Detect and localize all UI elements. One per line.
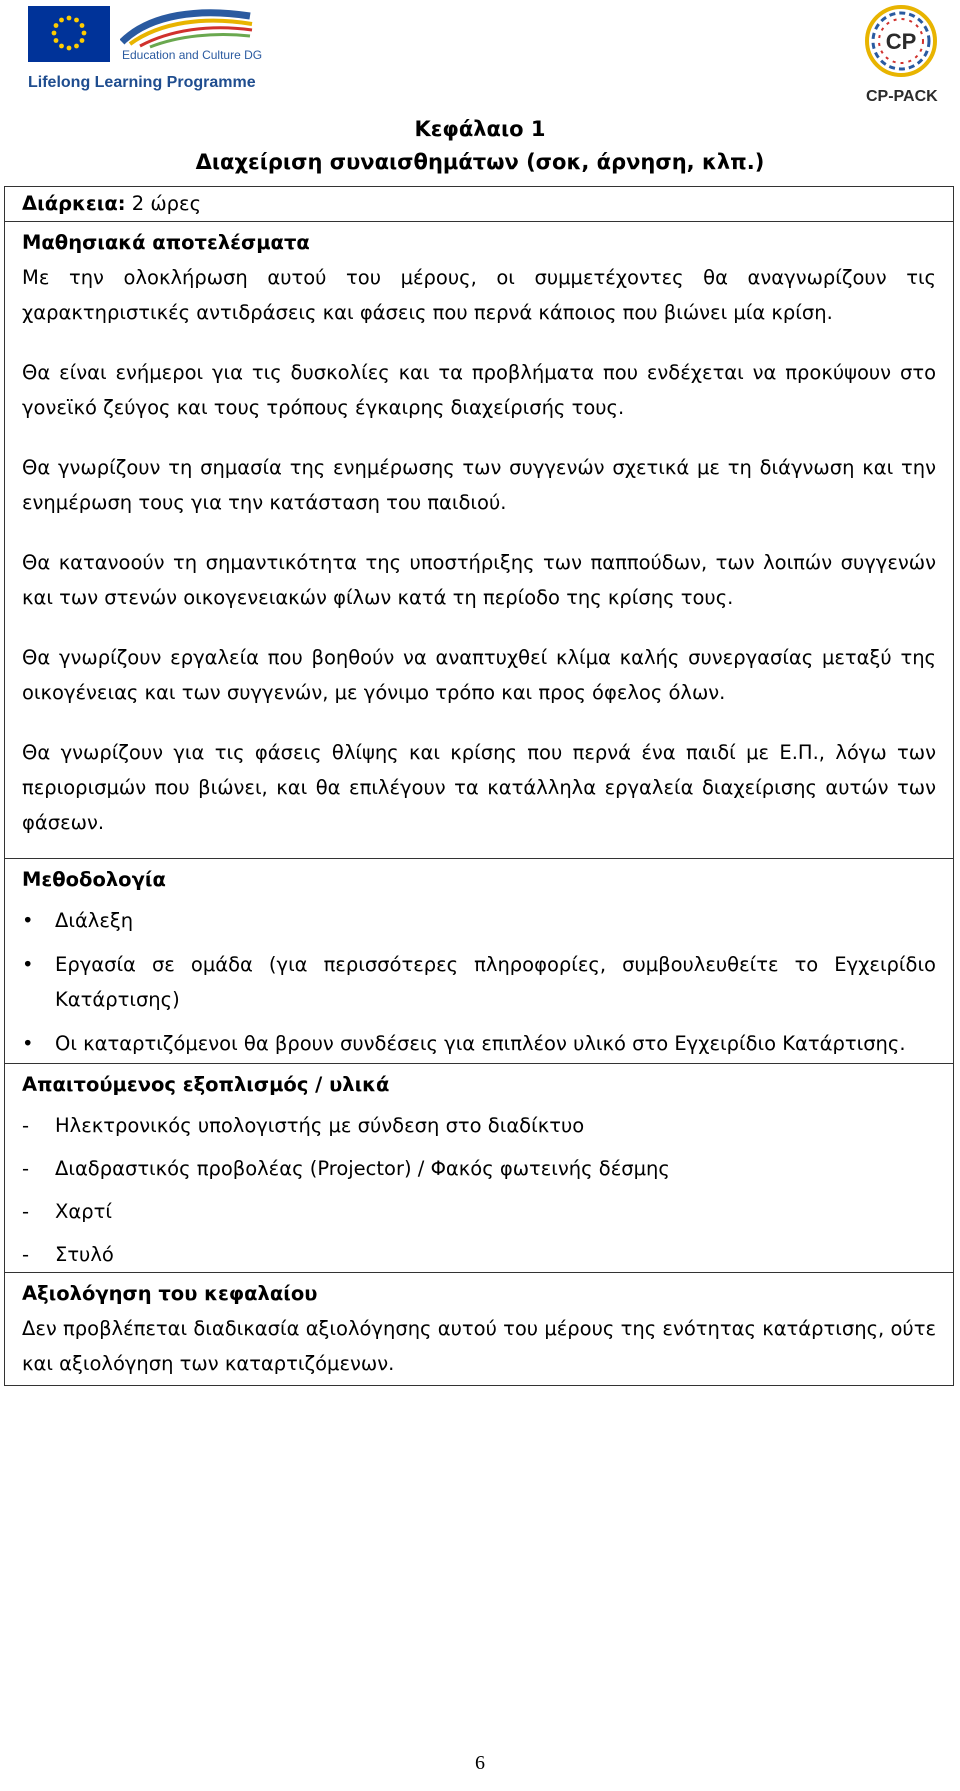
svg-text:CP: CP xyxy=(885,29,917,54)
bullet-icon: • xyxy=(22,1032,34,1055)
duration-line xyxy=(22,187,936,221)
methodology-list xyxy=(22,903,936,1061)
equipment-item: - Διαδραστικός προβολέας (Projector) / Φακός φωτεινής δέσμης xyxy=(22,1151,936,1186)
bullet-icon: • xyxy=(22,909,34,932)
bullet-icon: • xyxy=(22,953,34,976)
equipment-heading: Απαιτούμενος εξοπλισμός / υλικά xyxy=(22,1073,390,1096)
equipment-item: - Χαρτί xyxy=(22,1194,936,1229)
outcome-paragraph: Θα γνωρίζουν εργαλεία που βοηθούν να αναπτυχθεί κλίμα καλής συνεργασίας μεταξύ της οικογένειας και των συγγενών, με γόνιμο τρόπο και προς όφελος όλων. xyxy=(22,646,936,704)
outcome-paragraph: Θα γνωρίζουν τη σημασία της ενημέρωσης των συγγενών σχετικά με τη διάγνωση και την ενημέρωση τους για την κατάσταση του παιδιού. xyxy=(22,456,936,514)
chapter-title: Διαχείριση συναισθημάτων (σοκ, άρνηση, κλπ.) xyxy=(195,150,765,174)
page-number: 6 xyxy=(475,1752,485,1774)
eu-flag-logo xyxy=(28,6,110,62)
chapter-table xyxy=(4,186,954,1386)
outcomes-section xyxy=(5,221,953,858)
equipment-section xyxy=(5,1063,953,1272)
methodology-item: • Οι καταρτιζόμενοι θα βρουν συνδέσεις για επιπλέον υλικό στο Εγχειρίδιο Κατάρτισης. xyxy=(22,1026,936,1061)
duration-label: Διάρκεια: xyxy=(22,192,126,215)
methodology-item: • Εργασία σε ομάδα (για περισσότερες πληροφορίες, συμβουλευθείτε το Εγχειρίδιο Κατάρτισης) xyxy=(22,947,936,1017)
duration-value: 2 ώρες xyxy=(131,192,202,215)
methodology-item: • Διάλεξη xyxy=(22,903,936,938)
duration-section xyxy=(5,187,953,221)
outcome-paragraph: Με την ολοκλήρωση αυτού του μέρους, οι συμμετέχοντες θα αναγνωρίζουν τις χαρακτηριστικές αντιδράσεις και φάσεις που περνά κάποιος που βιώνει μία κρίση. xyxy=(22,266,936,324)
dash-icon: - xyxy=(22,1157,30,1180)
outcome-paragraph: Θα είναι ενήμεροι για τις δυσκολίες και τα προβλήματα που ενδέχεται να προκύψουν στο γονεϊκό ζεύγος και τους τρόπους έγκαιρης διαχείρισής τους. xyxy=(22,361,936,419)
equipment-item: - Στυλό xyxy=(22,1237,936,1272)
methodology-heading: Μεθοδολογία xyxy=(22,868,166,891)
cp-pack-text: CP-PACK xyxy=(866,88,938,105)
dash-icon: - xyxy=(22,1200,30,1223)
dash-icon: - xyxy=(22,1243,30,1266)
evaluation-section xyxy=(5,1272,953,1385)
lifelong-learning-text: Lifelong Learning Programme xyxy=(28,74,256,91)
evaluation-text: Δεν προβλέπεται διαδικασία αξιολόγησης αυτού του μέρους της ενότητας κατάρτισης, ούτε και αξιολόγηση των καταρτιζόμενων. xyxy=(22,1317,936,1375)
evaluation-heading: Αξιολόγηση του κεφαλαίου xyxy=(22,1282,318,1305)
methodology-section xyxy=(5,858,953,1061)
chapter-number: Κεφάλαιο 1 xyxy=(414,117,546,141)
dash-icon: - xyxy=(22,1114,30,1137)
equipment-item: - Ηλεκτρονικός υπολογιστής με σύνδεση στο διαδίκτυο xyxy=(22,1108,936,1143)
cp-pack-emblem xyxy=(864,4,938,78)
equipment-list xyxy=(22,1108,936,1272)
outcome-paragraph: Θα κατανοούν τη σημαντικότητα της υποστήριξης των παππούδων, των λοιπών συγγενών και των στενών οικογενειακών φίλων κατά τη περίοδο της κρίσης τους. xyxy=(22,551,936,609)
outcome-paragraph: Θα γνωρίζουν για τις φάσεις θλίψης και κρίσης που περνά ένα παιδί με Ε.Π., λόγω των περιορισμών που βιώνει, και θα επιλέγουν τα κατάλληλα εργαλεία διαχείρισης αυτών των φάσεων. xyxy=(22,741,936,834)
education-culture-text: Education and Culture DG xyxy=(122,48,263,62)
outcomes-heading: Μαθησιακά αποτελέσματα xyxy=(22,231,310,254)
page-header xyxy=(0,0,960,110)
